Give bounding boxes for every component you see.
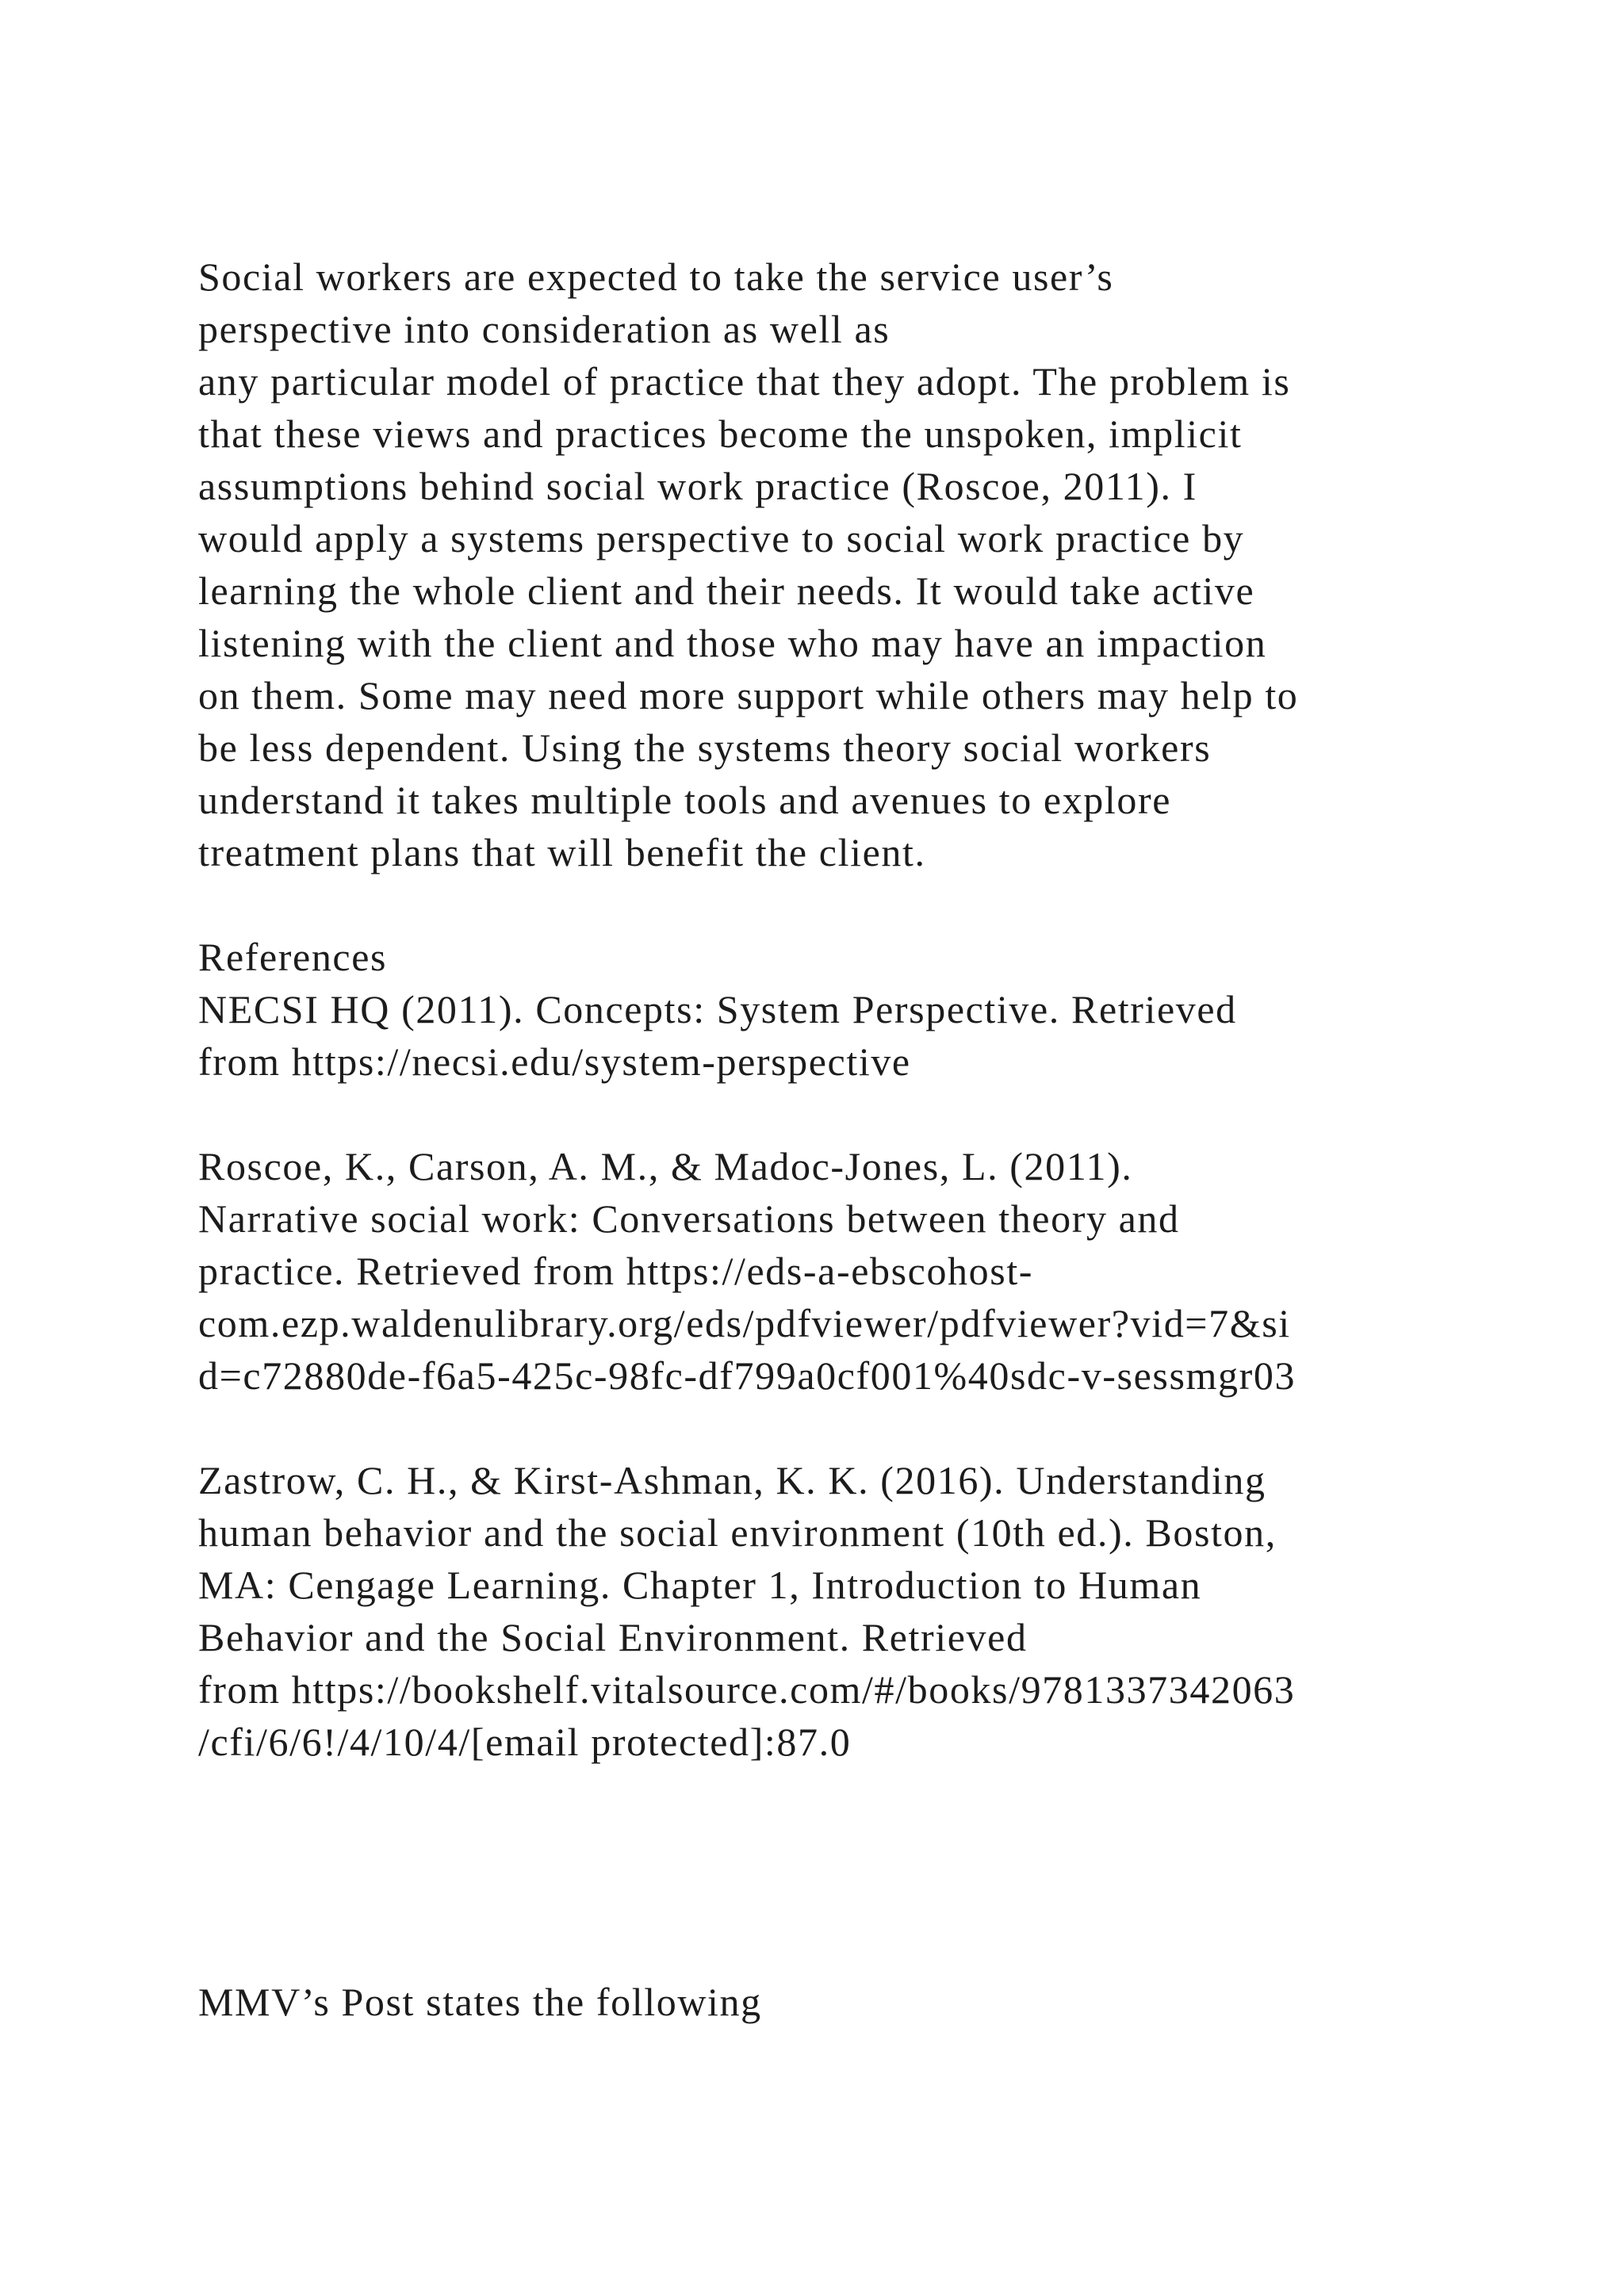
references-heading: References <box>198 935 388 979</box>
reference-line: Zastrow, C. H., & Kirst-Ashman, K. K. (2016). Understanding <box>198 1458 1266 1502</box>
reference-line: from https://necsi.edu/system-perspective <box>198 1039 911 1084</box>
body-line: would apply a systems perspective to social work practice by <box>198 516 1245 561</box>
body-line: be less dependent. Using the systems theory social workers <box>198 725 1212 770</box>
body-line: Social workers are expected to take the service user’s <box>198 254 1114 299</box>
reference-line: NECSI HQ (2011). Concepts: System Perspective. Retrieved <box>198 987 1237 1031</box>
body-line: learning the whole client and their needs. It would take active <box>198 568 1255 613</box>
body-line: treatment plans that will benefit the client. <box>198 830 926 874</box>
body-line: assumptions behind social work practice (Roscoe, 2011). I <box>198 464 1197 508</box>
reference-line: d=c72880de-f6a5-425c-98fc-df799a0cf001%40sdc-v-sessmgr03 <box>198 1353 1297 1398</box>
body-line: understand it takes multiple tools and avenues to explore <box>198 778 1172 822</box>
closing-line: MMV’s Post states the following <box>198 1980 762 2024</box>
reference-line: MA: Cengage Learning. Chapter 1, Introduction to Human <box>198 1563 1202 1607</box>
body-line: that these views and practices become the unspoken, implicit <box>198 411 1243 456</box>
body-line: listening with the client and those who may have an impaction <box>198 621 1267 665</box>
reference-line: Narrative social work: Conversations between theory and <box>198 1196 1180 1241</box>
reference-line: human behavior and the social environment (10th ed.). Boston, <box>198 1510 1277 1555</box>
reference-line: practice. Retrieved from https://eds-a-ebscohost- <box>198 1249 1034 1293</box>
reference-line: /cfi/6/6!/4/10/4/[email protected]:87.0 <box>198 1720 852 1764</box>
body-line: perspective into consideration as well as <box>198 307 891 351</box>
reference-line: Behavior and the Social Environment. Retrieved <box>198 1615 1028 1659</box>
body-line: on them. Some may need more support while others may help to <box>198 673 1299 718</box>
reference-line: from https://bookshelf.vitalsource.com/#/books/9781337342063 <box>198 1667 1296 1712</box>
body-line: any particular model of practice that they adopt. The problem is <box>198 359 1291 404</box>
reference-line: Roscoe, K., Carson, A. M., & Madoc-Jones, L. (2011). <box>198 1144 1133 1188</box>
reference-line: com.ezp.waldenulibrary.org/eds/pdfviewer/pdfviewer?vid=7&si <box>198 1301 1291 1345</box>
